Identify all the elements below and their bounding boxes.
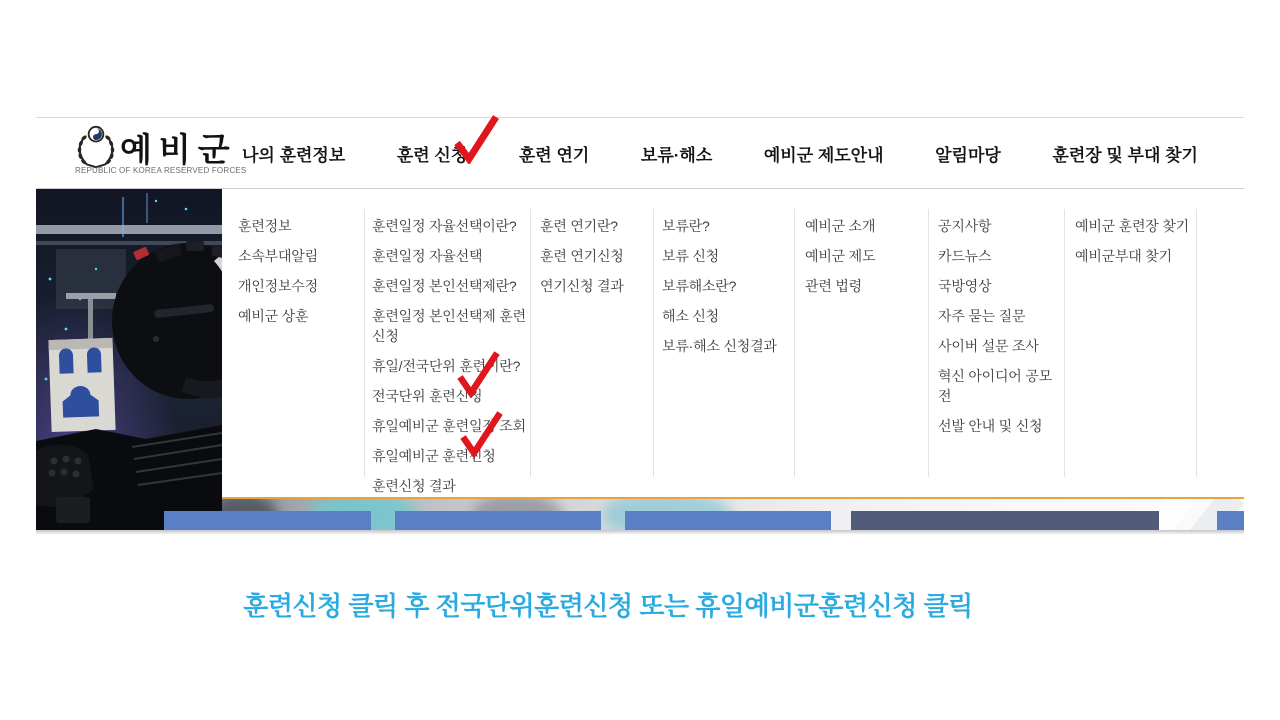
background-bar xyxy=(164,511,371,530)
menu-item[interactable]: 국방영상 xyxy=(938,278,992,294)
menu-item[interactable]: 예비군 훈련장 찾기 xyxy=(1075,218,1189,234)
column-divider xyxy=(1064,209,1065,477)
mega-menu-panel xyxy=(222,189,1244,499)
menu-column-3 xyxy=(662,216,792,366)
menu-item[interactable]: 공지사항 xyxy=(938,218,992,234)
menu-item[interactable]: 전국단위 훈련신청 xyxy=(372,388,483,404)
menu-item[interactable]: 카드뉴스 xyxy=(938,248,992,264)
nav-item-5[interactable]: 알림마당 xyxy=(935,145,1001,165)
column-divider xyxy=(794,209,795,477)
menu-item[interactable]: 보류란? xyxy=(662,218,710,234)
menu-item[interactable]: 보류·해소 신청결과 xyxy=(662,338,777,354)
background-bar xyxy=(625,511,831,530)
nav-item-2[interactable]: 훈련 연기 xyxy=(518,145,590,165)
nav-item-6[interactable]: 훈련장 및 부대 찾기 xyxy=(1052,145,1198,165)
laurel-wreath-emblem-icon xyxy=(74,124,118,170)
menu-item[interactable]: 보류해소란? xyxy=(662,278,737,294)
menu-item[interactable]: 예비군부대 찾기 xyxy=(1075,248,1172,264)
column-divider xyxy=(364,209,365,477)
menu-item[interactable]: 소속부대알림 xyxy=(238,248,318,264)
nav-item-3[interactable]: 보류·해소 xyxy=(640,145,713,165)
menu-item[interactable]: 해소 신청 xyxy=(662,308,719,324)
menu-item[interactable]: 예비군 상훈 xyxy=(238,308,309,324)
menu-item[interactable]: 연기신청 결과 xyxy=(540,278,624,294)
menu-item[interactable]: 개인정보수정 xyxy=(238,278,318,294)
menu-item[interactable]: 휴일예비군 훈련일정 조회 xyxy=(372,418,526,434)
nav-item-0[interactable]: 나의 훈련정보 xyxy=(242,145,346,165)
logo-subtitle: REPUBLIC OF KOREA RESERVED FORCES xyxy=(75,166,247,175)
menu-column-6 xyxy=(1075,216,1193,276)
menu-item[interactable]: 훈련일정 본인선택제란? xyxy=(372,278,517,294)
menu-item[interactable]: 선발 안내 및 신청 xyxy=(938,418,1043,434)
menu-column-5 xyxy=(938,216,1064,446)
menu-column-4 xyxy=(805,216,925,306)
column-divider xyxy=(653,209,654,477)
menu-item[interactable]: 혁신 아이디어 공모전 xyxy=(938,368,1052,404)
background-bar xyxy=(1217,511,1244,530)
menu-item[interactable]: 훈련일정 자율선택 xyxy=(372,248,483,264)
menu-item[interactable]: 사이버 설문 조사 xyxy=(938,338,1039,354)
band-shadow xyxy=(36,530,1244,535)
menu-item[interactable]: 휴일예비군 훈련신청 xyxy=(372,448,496,464)
nav-item-4[interactable]: 예비군 제도안내 xyxy=(763,145,884,165)
menu-column-2 xyxy=(540,216,652,306)
logo-title: 예비군 xyxy=(120,131,237,168)
menu-item[interactable]: 예비군 제도 xyxy=(805,248,876,264)
site-logo[interactable] xyxy=(74,122,247,182)
menu-column-1 xyxy=(372,216,526,506)
background-bar xyxy=(395,511,601,530)
menu-item[interactable]: 휴일/전국단위 훈련이란? xyxy=(372,358,521,374)
column-divider xyxy=(1196,209,1197,477)
menu-item[interactable]: 보류 신청 xyxy=(662,248,719,264)
main-nav xyxy=(240,118,1200,188)
menu-item[interactable]: 훈련신청 결과 xyxy=(372,478,456,494)
nav-item-1[interactable]: 훈련 신청 xyxy=(396,145,468,165)
menu-item[interactable]: 훈련 연기신청 xyxy=(540,248,624,264)
column-divider xyxy=(928,209,929,477)
instruction-caption: 훈련신청 클릭 후 전국단위훈련신청 또는 휴일예비군훈련신청 클릭 xyxy=(243,591,973,621)
menu-item[interactable]: 훈련정보 xyxy=(238,218,292,234)
menu-column-0 xyxy=(238,216,358,336)
background-photo xyxy=(36,189,222,530)
column-divider xyxy=(530,209,531,477)
menu-item[interactable]: 예비군 소개 xyxy=(805,218,876,234)
menu-item[interactable]: 훈련일정 자율선택이란? xyxy=(372,218,517,234)
menu-item[interactable]: 관련 법령 xyxy=(805,278,862,294)
menu-item[interactable]: 훈련 연기란? xyxy=(540,218,618,234)
menu-item[interactable]: 훈련일정 본인선택제 훈련신청 xyxy=(372,308,526,344)
menu-item[interactable]: 자주 묻는 질문 xyxy=(938,308,1026,324)
background-bar xyxy=(851,511,1159,530)
